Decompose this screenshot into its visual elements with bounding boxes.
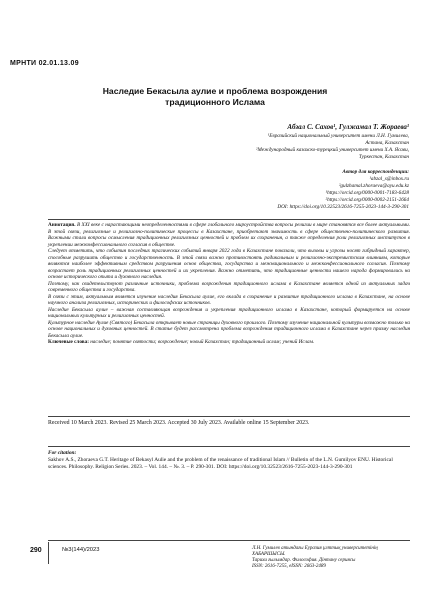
keywords-text: наследие; понятие святости; возрождение; новый Казахстан; традиционный ислам; учений Ислам.: [90, 339, 315, 345]
article-dates: Received 10 March 2023. Revised 25 March 2023. Accepted 30 July 2023. Available online 15 September 2023.: [48, 420, 310, 426]
correspondence-header: Автор для корреспонденции:: [342, 169, 409, 175]
abstract-label: Аннотация.: [48, 222, 76, 228]
journal-line: ISSN: 2616-7255, eISSN: 2663-2489: [252, 564, 326, 569]
abstract-text: В XXI веке с нарастающими неопределенностями в сфере глобального мироустройства вопросы религии в мире становятся все более актуальными. В этой связи, религиозные и религиозно-политические процессы в Казахстане, приобретают значимость в сфере общественно-политического развития. Важными стали вопросы осмысления традиционных религиозных ценностей и проблем их сохранения, а также определения роли религиозных институтов в укреплении межконфессионального согласия в обществе.: [48, 222, 411, 248]
citation-text: Sakhov A.S., Zhoraeva G.T. Heritage of Bekasyl Aulie and the problem of the renaissance of traditional Islam // Bulletin of the L.N. Gumilyov ENU. Historical sciences. Philosophy. Religion Series. 2023. – Vol. 144. – №. 3. – P. 290-301. DOI: https://doi.org/10.32523/2616-7255-2023-144-3-290-301: [48, 457, 393, 470]
article-title: Наследие Бекасыла аулие и проблема возрождения традиционного Ислама: [102, 86, 328, 107]
abstract-paragraph: Наследие Бекасыла аулие – важная составляющая возрождения и укрепления традиционного ислама в Казахстане, который формируется на основе национальных культурных и религиозных ценностей.: [48, 306, 410, 319]
divider-middle: [48, 416, 410, 417]
abstract-paragraph: Следует отметить, что события последних трагических событий января 2022 года в Казахстане показали, что вызовы и угрозы носят гибридный характер, способные разрушить общество и государственность. В этой связи важно противостоять радикальным и религиозно-экстремистским влияниям, которые являются наиболее эффективным средством разрушения основ общества, государства и межнационального и межконфессионального согласия. Поэтому возрастает роль традиционных религиозных ценностей и их укрепления. Важно отметить, что традиционные ценности нашего народа формировались на основе исторического опыта и духовного наследия.: [48, 248, 410, 280]
journal-info: [252, 546, 412, 570]
abstract-paragraph: Поэтому, как свидетельствуют различные источники, проблема возрождения традиционного ислама в Казахстане является одной из актуальных задач современного общества и государства.: [48, 280, 410, 293]
abstract-paragraph: В связи с этим, актуальным является изучение наследия Бекасыла аулие, его вклада в сохранение и развитие традиционного ислама в Казахстане, на основе научного анализа религиозных, исторических и философских источников.: [48, 293, 410, 306]
divider-footer: [48, 540, 410, 541]
correspondence-email[interactable]: ¹abzal_s@inbox.ru: [369, 176, 409, 182]
page-number: 290: [30, 547, 42, 554]
orcid-link[interactable]: ¹https://orcid.org/0000-0001-7183-6428: [325, 190, 409, 196]
correspondence-block: [209, 169, 409, 211]
footer-separator: [48, 542, 49, 564]
affiliation-line: Туркестан, Казахстан: [358, 154, 409, 160]
issue-number: №3(144)/2023: [62, 547, 100, 553]
correspondence-email[interactable]: ²gulzhamal.zhoraeva@ayu.edu.kz: [338, 183, 409, 189]
affiliation-line: ²Международный казахско-турецкий университет имени Х.А. Ясави,: [255, 147, 409, 153]
journal-line: Л.Н. Гумилев атындағы Еуразия ұлттық университетінің ХАБАРШЫСЫ.: [252, 546, 378, 557]
affiliation-line: ¹Евразийский национальный университет имени Л.Н. Гумилева,: [267, 133, 409, 139]
udc-code: МРНТИ 02.01.13.09: [10, 60, 79, 67]
orcid-link[interactable]: ²https://orcid.org/0000-0002-2151-2664: [325, 197, 409, 203]
citation-block: [48, 450, 410, 471]
affiliations: [209, 133, 409, 161]
doi-link[interactable]: DOI: https://doi.org/10.32523/2616-7255-2023-144-3-290-301: [277, 204, 409, 210]
authors: Абзал С. Сахов¹, Гулжамал Т. Жораева¹: [287, 123, 409, 131]
abstract-paragraph: Культурное наследие Аулие (Святого) Бекасыла открывает новые страницы духовного прошлого. Поэтому изучение национальной культуры возможно только на основе национальных и духовных ценностей. В статье будет рассмотрена проблема возрождения традиционного ислама в Казахстане через призму наследия Бекасыла аулие.: [48, 319, 410, 339]
divider-citation: [48, 446, 410, 447]
affiliation-line: Астана, Казахстан: [365, 140, 409, 146]
citation-header: For citation:: [48, 450, 77, 456]
journal-line: Тарихи ғылымдар. Философия. Дінтану сериясы: [252, 558, 356, 563]
abstract: [48, 222, 410, 346]
keywords-label: Ключевые слова:: [48, 339, 89, 345]
divider-top: [48, 219, 410, 220]
abstract-paragraph: [48, 222, 410, 248]
keywords: [48, 339, 410, 346]
